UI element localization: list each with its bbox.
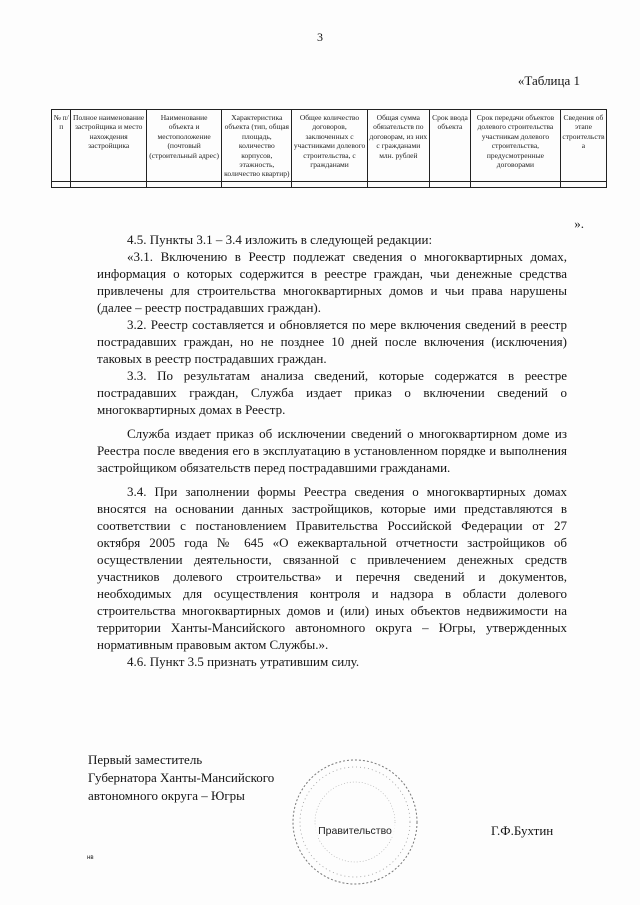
paragraph-4-6: 4.6. Пункт 3.5 признать утратившим силу. [127, 654, 360, 669]
seal-label: Правительство [302, 825, 408, 837]
paragraph-exclusion: Служба издает приказ об исключении сведений о многоквартирном доме из Реестра после введения его в эксплуатацию в установленном порядке и выполнения застройщиком обязательств перед пострадавшими гражданами. [97, 426, 567, 475]
signatory-title-line1: Первый заместитель [88, 752, 203, 767]
table-caption: «Таблица 1 [517, 73, 580, 88]
column-header-object: Наименование объекта и местоположение (почтовый (строительный адрес) [146, 110, 221, 182]
page-number: 3 [317, 30, 323, 44]
column-header-transfer-term: Срок передачи объектов долевого строительства участникам долевого строительства, предусмотренные договорами [470, 110, 560, 182]
paragraph-3-3: 3.3. По результатам анализа сведений, которые содержатся в реестре пострадавших граждан, Служба издает приказ о включении сведений о многоквартирных домах в Реестр. [97, 368, 567, 417]
column-header-contracts: Общее количество договоров, заключенных с участниками долевого строительства, с гражданами [292, 110, 367, 182]
paragraph-3-1: «3.1. Включению в Реестр подлежат сведения о многоквартирных домах, информация о которых содержится в реестре граждан, чьи денежные средства привлечены для строительства многоквартирных домов и чьи права нарушены (далее – реестр пострадавших граждан). [97, 249, 567, 315]
column-header-number: № п/ п [52, 110, 71, 182]
signatory-name: Г.Ф.Бухтин [491, 823, 554, 838]
paragraph-3-2: 3.2. Реестр составляется и обновляется по мере включения сведений в реестр пострадавших граждан, но не позднее 10 дней после включения (исключения) таковых в реестр пострадавших граждан. [97, 317, 567, 366]
signatory-title-line2: Губернатора Ханты-Мансийского [88, 770, 275, 785]
signature-block [88, 751, 274, 805]
registry-table [51, 109, 607, 188]
footer-mark: нв [87, 855, 94, 861]
table-row [52, 181, 607, 187]
signatory-title-line3: автономного округа – Югры [88, 788, 245, 803]
paragraph-3-4: 3.4. При заполнении формы Реестра сведения о многоквартирных домах вносятся на основании данных застройщиков, которые ими представляются в соответствии с постановлением Правительства Российской Федерации от 27 октября 2005 года № 645 «О ежеквартальной отчетности застройщиков об осуществлении деятельности, связанной с привлечением денежных средств участников долевого строительства» и перечня сведений и документов, необходимых для осуществления контроля и надзора в области долевого строительства многоквартирных домов и (или) иных объектов недвижимости на территории Ханты-Мансийского автономного округа – Югры, утвержденных нормативным правовым актом Службы.». [97, 484, 567, 652]
table-closing-quote: ». [574, 216, 584, 231]
official-seal [290, 757, 420, 887]
column-header-obligations: Общая сумма обязательств по договорам, из них с гражданами млн. рублей [367, 110, 429, 182]
column-header-characteristics: Характеристика объекта (тип, общая площадь, количество корпусов, этажность, количество квартир) [222, 110, 292, 182]
paragraph-4-5: 4.5. Пункты 3.1 – 3.4 изложить в следующей редакции: [127, 232, 433, 247]
column-header-commissioning: Срок ввода объекта [429, 110, 470, 182]
amendment-text [97, 231, 567, 670]
column-header-developer: Полное наименование застройщика и место нахождения застройщика [71, 110, 146, 182]
table-header-row [52, 110, 607, 182]
column-header-stage: Сведения об этапе строительства [560, 110, 606, 182]
